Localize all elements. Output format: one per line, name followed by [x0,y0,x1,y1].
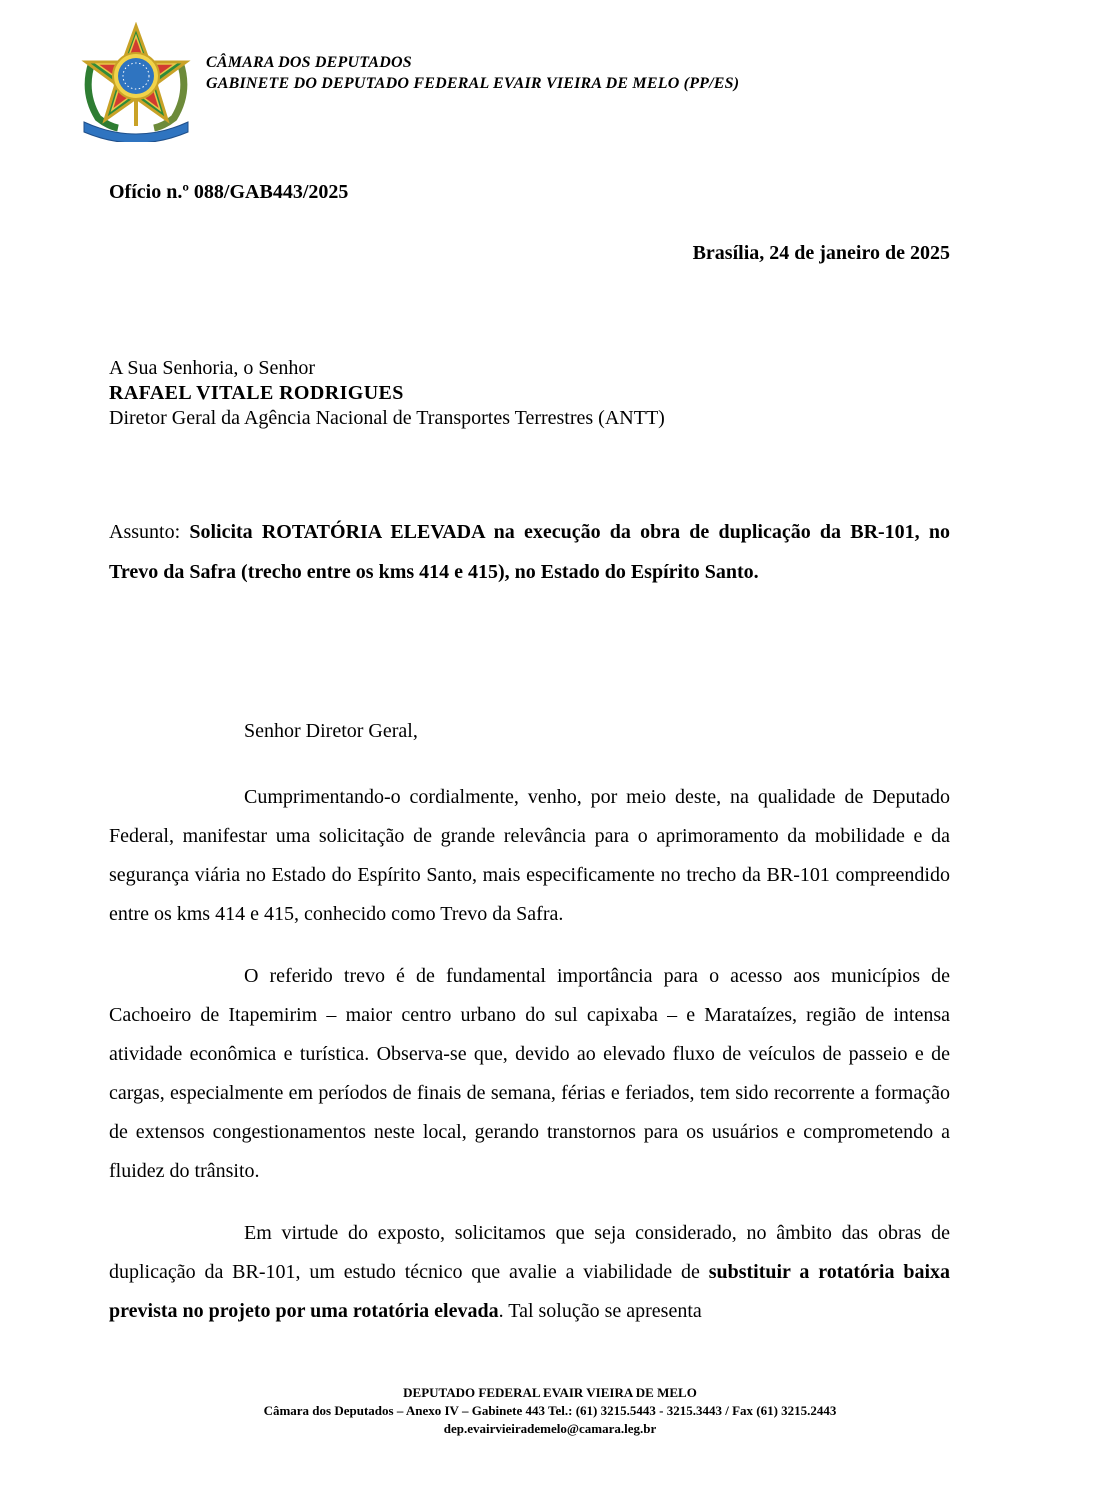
body-paragraph-1: Cumprimentando-o cordialmente, venho, por meio deste, na qualidade de Deputado Federal, manifestar uma solicitação de grande relevância para o aprimoramento da mobilidade e da segurança viária no Estado do Espírito Santo, mais especificamente no trecho da BR-101 compreendido entre os kms 414 e 415, conhecido como Trevo da Safra. [109,786,950,925]
document-date: Brasília, 24 de janeiro de 2025 [692,242,950,264]
footer-deputy-name: DEPUTADO FEDERAL EVAIR VIEIRA DE MELO [403,1385,697,1400]
paragraph-3-emphasis: substituir a rotatória baixa prevista no projeto por uma rotatória elevada [109,1261,950,1322]
brazil-coat-of-arms-icon [78,22,194,142]
addressee-role: Diretor Geral da Agência Nacional de Transportes Terrestres (ANTT) [109,407,665,429]
addressee-block [109,356,665,431]
office-name: GABINETE DO DEPUTADO FEDERAL EVAIR VIEIRA DE MELO (PP/ES) [206,75,740,92]
letterhead [78,22,978,147]
body-paragraph-2: O referido trevo é de fundamental importância para o acesso aos municípios de Cachoeiro de Itapemirim – maior centro urbano do sul capixaba – e Marataízes, região de intensa atividade econômica e turística. Observa-se que, devido ao elevado fluxo de veículos de passeio e de cargas, especialmente em períodos de finais de semana, férias e feriados, tem sido recorrente a formação de extensos congestionamentos neste local, gerando transtornos para os usuários e comprometendo a fluidez do trânsito. [109,965,950,1182]
footer-email: dep.evairvieirademelo@camara.leg.br [443,1421,657,1436]
paragraph-3-start: Em virtude do exposto, solicitamos que seja considerado, no âmbito das obras de duplicação da BR-101, um estudo técnico que avalie a viabilidade de [109,1222,950,1283]
addressee-salutation: A Sua Senhoria, o Senhor [109,357,316,379]
subject-text: Solicita ROTATÓRIA ELEVADA na execução da obra de duplicação da BR-101, no Trevo da Safra (trecho entre os kms 414 e 415), no Estado do Espírito Santo. [109,521,950,583]
body-paragraph-3 [109,1214,950,1331]
subject-label: Assunto: [109,521,181,543]
document-number: Ofício n.º 088/GAB443/2025 [109,181,349,203]
letterhead-text [206,52,739,94]
institution-name: CÂMARA DOS DEPUTADOS [206,54,412,71]
paragraph-3-end: . Tal solução se apresenta [498,1300,702,1322]
subject-block [109,512,950,592]
greeting: Senhor Diretor Geral, [244,720,418,742]
footer [0,1384,1100,1438]
addressee-name: RAFAEL VITALE RODRIGUES [109,382,404,404]
footer-address: Câmara dos Deputados – Anexo IV – Gabinete 443 Tel.: (61) 3215.5443 - 3215.3443 / Fax (61) 3215.2443 [263,1403,837,1418]
